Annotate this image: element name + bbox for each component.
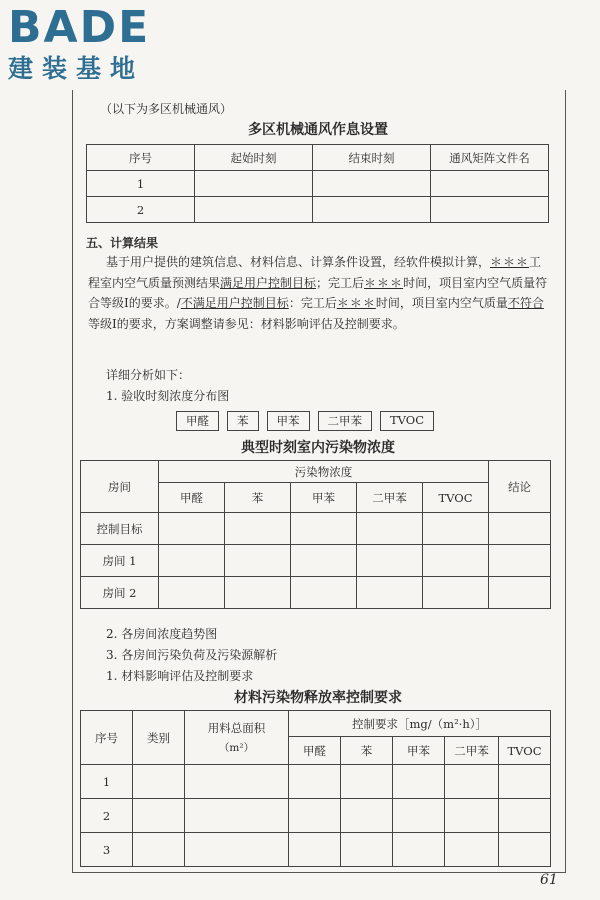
- vent-header-end: 结束时刻: [313, 145, 431, 171]
- list-item: 1. 验收时刻浓度分布图: [106, 389, 230, 403]
- vent-header-file: 通风矩阵文件名: [431, 145, 549, 171]
- col-tvoc: TVOC: [499, 737, 551, 765]
- material-table-title: 材料污染物释放率控制要求: [234, 690, 402, 706]
- vent-row-seq: 2: [87, 197, 195, 223]
- vent-header-start: 起始时刻: [195, 145, 313, 171]
- para-text: 等级Ⅰ的要求，方案调整请参见：材料影响评估及控制要求。: [88, 316, 405, 331]
- para-text: 工程室内空气质量预测结果: [88, 255, 542, 290]
- option-not-meets: 不满足用户控制目标: [180, 296, 289, 310]
- vent-row-seq: 1: [87, 171, 195, 197]
- vent-table: [86, 144, 549, 223]
- bade-logo: [8, 4, 178, 84]
- table-row: [87, 171, 549, 197]
- col-formaldehyde: 甲醛: [159, 483, 225, 513]
- pollutant-table-title: 典型时刻室内污染物浓度: [241, 440, 395, 456]
- table-row: [81, 513, 551, 545]
- para-text: ：完工后: [288, 296, 337, 310]
- material-table: [80, 710, 551, 867]
- header-concentration: 污染物浓度: [159, 461, 489, 483]
- col-toluene: 甲苯: [291, 483, 357, 513]
- row-seq: 2: [81, 799, 133, 833]
- pollutant-chips: [176, 411, 434, 431]
- row-seq: 3: [81, 833, 133, 867]
- detail-intro: 详细分析如下：: [106, 368, 191, 382]
- col-toluene: 甲苯: [393, 737, 445, 765]
- result-paragraph: [88, 252, 552, 334]
- list-item: 3. 各房间污染负荷及污染源解析: [106, 648, 278, 662]
- placeholder-stars: ＊＊＊: [490, 255, 530, 269]
- col-xylene: 二甲苯: [357, 483, 423, 513]
- table-row: [87, 197, 549, 223]
- row-label: 控制目标: [81, 513, 159, 545]
- table-row: [81, 799, 551, 833]
- para-text: 时间，项目室内空气质量: [375, 296, 508, 310]
- pollutant-table: [80, 460, 551, 609]
- col-benzene: 苯: [225, 483, 291, 513]
- section-heading: 五、计算结果: [86, 236, 159, 250]
- header-conclusion: 结论: [489, 461, 551, 513]
- table-row: [81, 833, 551, 867]
- chip-toluene: 甲苯: [267, 411, 310, 431]
- col-benzene: 苯: [341, 737, 393, 765]
- option-not-comply: 不符合: [507, 296, 544, 310]
- row-label: 房间 1: [81, 545, 159, 577]
- vent-header-seq: 序号: [87, 145, 195, 171]
- table-row: [81, 765, 551, 799]
- chip-benzene: 苯: [227, 411, 259, 431]
- list-item: 1. 材料影响评估及控制要求: [106, 669, 254, 683]
- para-text: ；完工后: [316, 275, 365, 290]
- row-seq: 1: [81, 765, 133, 799]
- vent-table-title: 多区机械通风作息设置: [248, 122, 388, 138]
- para-text: 时间，项目室内空气质量符合等级Ⅰ的要求。/: [88, 275, 548, 310]
- placeholder-stars: ＊＊＊: [336, 296, 376, 310]
- option-meets: 满足用户控制目标: [220, 275, 317, 290]
- note-multi-zone: （以下为多区机械通风）: [100, 102, 233, 116]
- header-area: [185, 711, 289, 765]
- para-text: 基于用户提供的建筑信息、材料信息、计算条件设置，经软件模拟计算，: [106, 255, 491, 269]
- col-tvoc: TVOC: [423, 483, 489, 513]
- chip-tvoc: TVOC: [380, 411, 434, 431]
- logo-wordmark: BADE: [8, 2, 151, 53]
- chip-xylene: 二甲苯: [318, 411, 373, 431]
- page-number: 61: [540, 872, 558, 888]
- col-formaldehyde: 甲醛: [289, 737, 341, 765]
- header-control: 控制要求［mg/（m²·h）］: [289, 711, 551, 737]
- header-area-label: 用料总面积: [207, 721, 266, 735]
- header-room: 房间: [81, 461, 159, 513]
- chip-formaldehyde: 甲醛: [176, 411, 219, 431]
- list-item: 2. 各房间浓度趋势图: [106, 627, 218, 641]
- table-row: [81, 545, 551, 577]
- logo-subtitle: 建装基地: [8, 54, 145, 83]
- col-xylene: 二甲苯: [445, 737, 499, 765]
- header-type: 类别: [133, 711, 185, 765]
- row-label: 房间 2: [81, 577, 159, 609]
- table-row: [81, 577, 551, 609]
- placeholder-stars: ＊＊＊: [364, 275, 404, 290]
- header-area-unit: （m²）: [218, 742, 255, 754]
- header-seq: 序号: [81, 711, 133, 765]
